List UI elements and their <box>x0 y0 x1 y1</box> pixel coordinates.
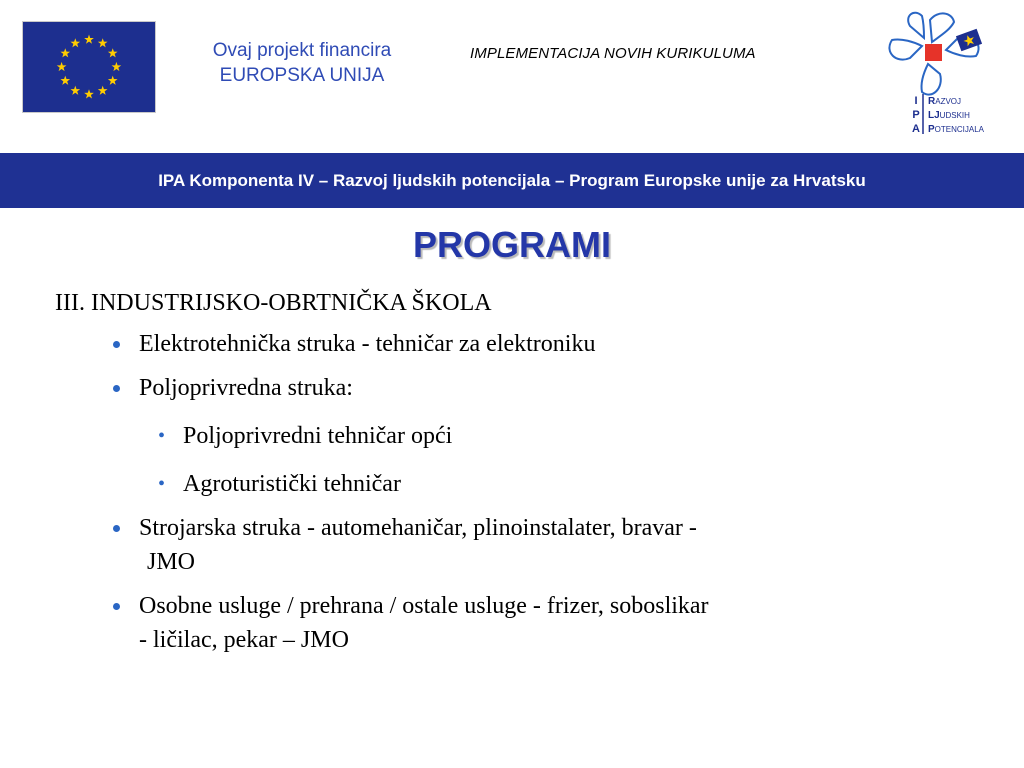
list-item-text: Poljoprivredna struka: <box>139 375 353 401</box>
eu-star-icon <box>108 48 118 57</box>
eu-star-icon <box>108 76 118 85</box>
eu-star-icon <box>98 86 108 95</box>
program-banner <box>0 153 1024 208</box>
eu-star-icon <box>60 76 70 85</box>
dot-bullet-icon: • <box>158 425 166 447</box>
sub-list-item <box>55 419 985 453</box>
dot-bullet-icon: • <box>158 473 166 495</box>
list-item-text: Agroturistički tehničar <box>183 471 401 497</box>
ipa-pinwheel-icon <box>880 8 990 136</box>
round-bullet-icon <box>113 385 120 392</box>
section-heading: III. INDUSTRIJSKO-OBRTNIČKA ŠKOLA <box>55 290 492 316</box>
list-item <box>55 511 985 579</box>
logo-word-razvoj: RAZVOJ <box>928 96 962 107</box>
sub-list-item <box>55 467 985 501</box>
slide-content <box>55 290 985 657</box>
list-item <box>55 327 985 361</box>
list-item-text: Poljoprivredni tehničar opći <box>183 423 453 449</box>
eu-flag-stars <box>23 22 155 112</box>
list-item <box>55 371 985 405</box>
eu-star-icon <box>57 62 67 71</box>
list-item-text: Strojarska struka - automehaničar, plinoinstalater, bravar - <box>139 515 697 541</box>
funding-notice <box>172 38 432 88</box>
slide-title: PROGRAMI <box>413 224 611 265</box>
list-item-text-continued: JMO <box>147 549 196 575</box>
eu-star-icon <box>98 38 108 47</box>
funding-line-1: Ovaj projekt financira <box>212 40 392 61</box>
logo-letter-a: A <box>912 123 920 135</box>
round-bullet-icon <box>113 603 120 610</box>
eu-flag-icon <box>22 21 156 113</box>
logo-letter-p: P <box>912 109 920 121</box>
eu-star-icon <box>70 86 80 95</box>
banner-text: IPA Komponenta IV – Razvoj ljudskih potencijala – Program Europske unije za Hrvatsku <box>158 170 866 190</box>
eu-star-icon <box>60 48 70 57</box>
logo-letter-i: I <box>914 95 918 107</box>
list-item-text-continued: - ličilac, pekar – JMO <box>139 627 349 653</box>
list-item-text: Osobne usluge / prehrana / ostale usluge - frizer, soboslikar <box>139 593 709 619</box>
eu-star-icon <box>84 35 94 44</box>
list-item <box>55 589 985 657</box>
eu-star-icon <box>84 89 94 98</box>
eu-star-icon <box>70 38 80 47</box>
logo-word-potencijala: POTENCIJALA <box>928 124 985 135</box>
logo-word-ljudskih: LJUDSKIH <box>928 110 970 121</box>
list-item-text: Elektrotehnička struka - tehničar za elektroniku <box>139 331 596 357</box>
round-bullet-icon <box>113 525 120 532</box>
ipa-logo <box>880 8 990 136</box>
funding-line-2: EUROPSKA UNIJA <box>219 65 385 86</box>
eu-star-icon <box>112 62 122 71</box>
round-bullet-icon <box>113 341 120 348</box>
implementation-label: IMPLEMENTACIJA NOVIH KURIKULUMA <box>470 45 756 62</box>
